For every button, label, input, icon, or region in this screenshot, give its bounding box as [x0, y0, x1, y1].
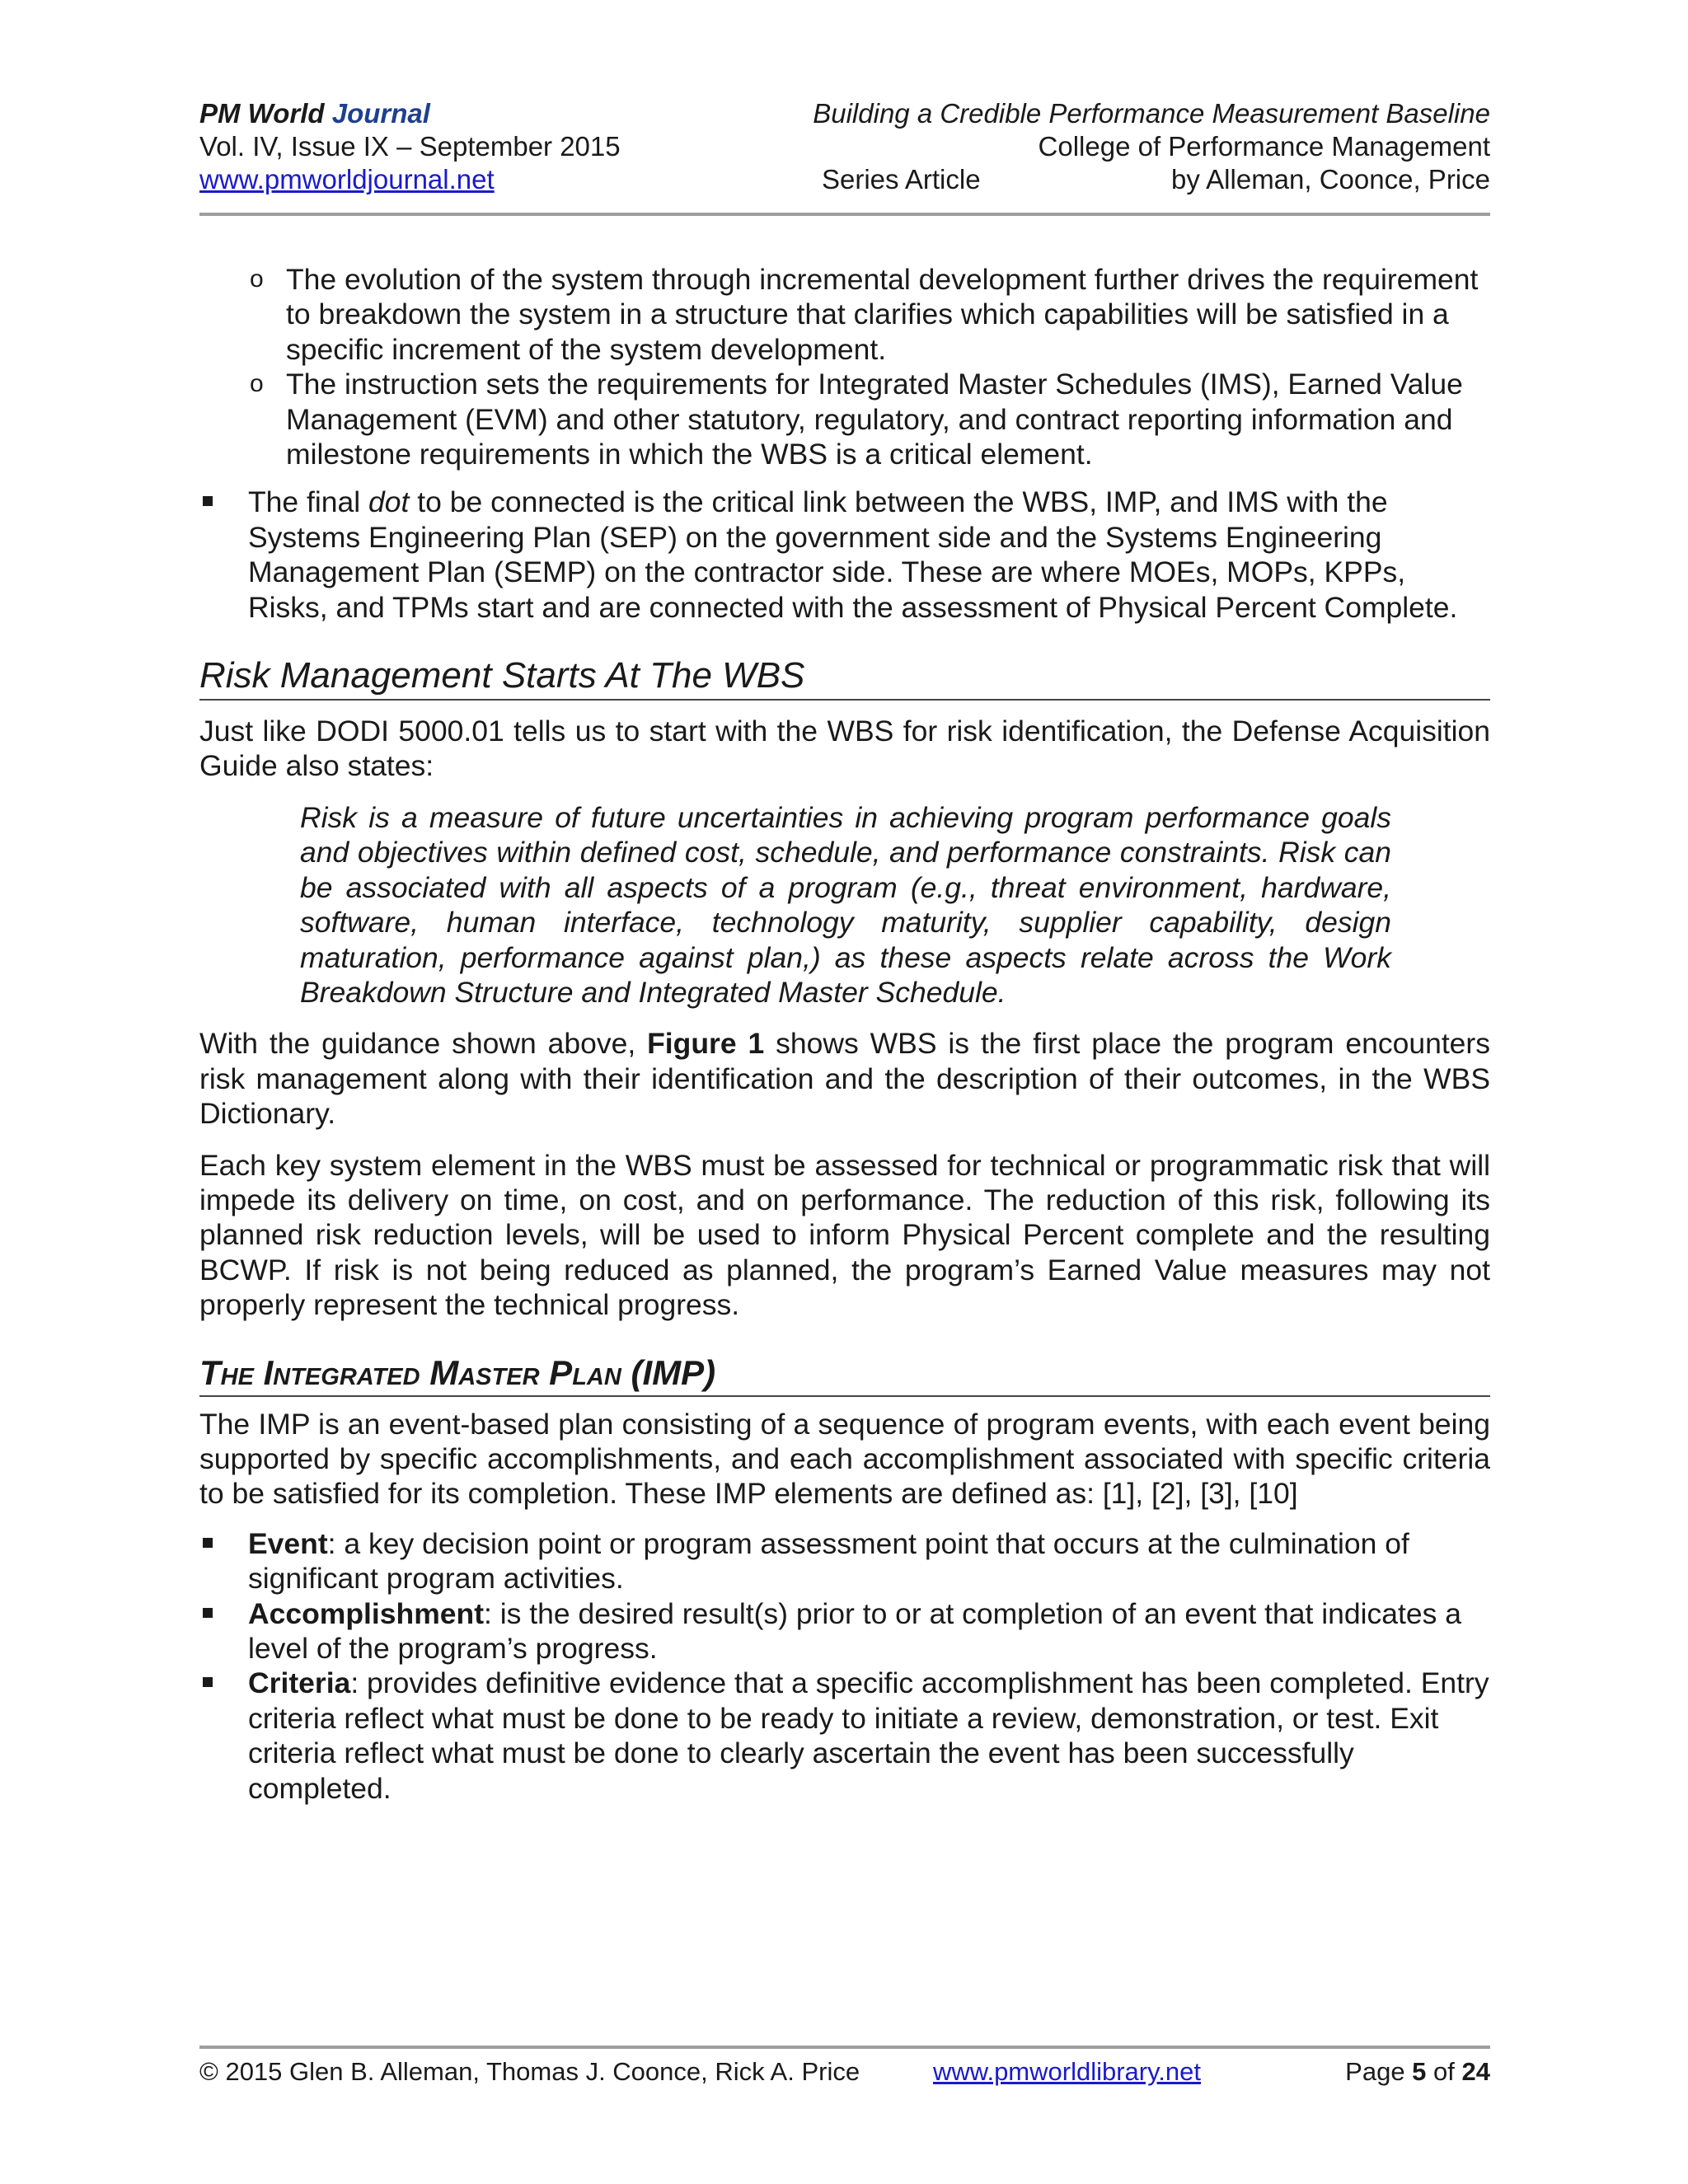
- page-of: of: [1426, 2057, 1462, 2086]
- guidance-pre: With the guidance shown above,: [199, 1027, 648, 1061]
- square-bullet-icon: [203, 1677, 213, 1687]
- final-dot-list: [199, 485, 1490, 625]
- header-row-3: [199, 163, 1490, 196]
- header-row-2: [199, 130, 1490, 163]
- risk-intro-paragraph: Just like DODI 5000.01 tells us to start with the WBS for risk identification, the Defense Acquisition Guide also states:: [199, 715, 1490, 783]
- article-title: Building a Credible Performance Measurement Baseline: [813, 98, 1490, 129]
- current-page: 5: [1412, 2057, 1427, 2086]
- list-item-text: The instruction sets the requirements for Integrated Master Schedules (IMS), Earned Value Management (EVM) and other statutory, regulatory, and contract reporting information and milestone requirements in which the WBS is a critical element.: [286, 368, 1463, 471]
- final-dot-emphasis: dot: [368, 485, 410, 519]
- volume-issue: Vol. IV, Issue IX – September 2015: [199, 131, 621, 162]
- imp-intro-paragraph: The IMP is an event-based plan consisting of a sequence of program events, with each event being supported by specific accomplishments, and each accomplishment associated with specific criteria to be satisfied for its completion. These IMP elements are defined as: [1], [2], [3], [10]: [199, 1407, 1490, 1511]
- page: [199, 0, 1490, 2184]
- list-item: [248, 1526, 1490, 1596]
- final-dot-post: to be connected is the critical link between the WBS, IMP, and IMS with the Systems Engineering Plan (SEP) on the government side and the Systems Engineering Management Plan (SEMP) on the contractor side. These are where MOEs, MOPs, KPPs, Risks, and TPMs start and are connected with the assessment of Physical Percent Complete.: [248, 485, 1458, 624]
- imp-definitions-list: [199, 1526, 1490, 1806]
- list-item: [250, 367, 1490, 471]
- definition-text: : is the desired result(s) prior to or at completion of an event that indicates a level of the program’s progress.: [248, 1596, 1461, 1665]
- header-divider: [199, 213, 1490, 216]
- list-item: [248, 485, 1490, 625]
- definition-term: Accomplishment: [248, 1596, 485, 1630]
- total-pages: 24: [1461, 2057, 1490, 2086]
- risk-section-heading: Risk Management Starts At The WBS: [199, 654, 1490, 701]
- square-bullet-icon: [203, 1608, 213, 1618]
- sub-bullet-list: [199, 262, 1490, 471]
- square-bullet-icon: [203, 1538, 213, 1548]
- organization: College of Performance Management: [1038, 131, 1490, 162]
- circle-bullet-icon: o: [250, 265, 264, 293]
- guidance-paragraph: [199, 1026, 1490, 1131]
- page-label: Page: [1345, 2057, 1413, 2086]
- journal-name-pm: PM World: [199, 98, 332, 129]
- copyright: © 2015 Glen B. Alleman, Thomas J. Coonce, Rick A. Price: [199, 2057, 860, 2086]
- list-item: [248, 1666, 1490, 1806]
- journal-name: [199, 97, 430, 130]
- definition-text: : a key decision point or program assessment point that occurs at the culmination of significant program activities.: [248, 1526, 1409, 1596]
- header-row-1: [199, 97, 1490, 130]
- square-bullet-icon: [203, 496, 213, 506]
- journal-name-journal: Journal: [331, 98, 430, 129]
- page-header: [199, 97, 1490, 221]
- figure-reference: Figure 1: [647, 1027, 765, 1061]
- final-dot-pre: The final: [248, 485, 369, 519]
- definition-term: Event: [248, 1526, 328, 1560]
- list-item: [248, 1596, 1490, 1666]
- risk-assessment-paragraph: Each key system element in the WBS must be assessed for technical or programmatic risk that will impede its delivery on time, on cost, and on performance. The reduction of this risk, following its planned risk reduction levels, will be used to inform Physical Percent complete and the resulting BCWP. If risk is not being reduced as planned, the program’s Earned Value measures may not properly represent the technical progress.: [199, 1148, 1490, 1322]
- circle-bullet-icon: o: [250, 370, 264, 398]
- imp-section-heading: The Integrated Master Plan (IMP): [199, 1352, 1490, 1397]
- list-item: [250, 262, 1490, 367]
- risk-quote: Risk is a measure of future uncertainties in achieving program performance goals and objectives within defined cost, schedule, and performance constraints. Risk can be associated with all aspects of a program (e.g., threat environment, hardware, software, human interface, technology maturity, supplier capability, design maturation, performance against plan,) as these aspects relate across the Work Breakdown Structure and Integrated Master Schedule.: [300, 800, 1391, 1009]
- definition-term: Criteria: [248, 1666, 351, 1700]
- article-body: [199, 262, 1490, 1806]
- definition-text: : provides definitive evidence that a specific accomplishment has been completed. Entry criteria reflect what must be done to be ready to initiate a review, demonstration, or test. Exit criteria reflect what must be done to clearly ascertain the event has been successfully completed.: [248, 1666, 1489, 1805]
- library-link[interactable]: www.pmworldlibrary.net: [933, 2057, 1202, 2086]
- guidance-post: shows WBS is the first place the program encounters risk management along with their identification and the description of their outcomes, in the WBS Dictionary.: [199, 1027, 1490, 1131]
- page-number: [1345, 2055, 1490, 2088]
- list-item-text: The evolution of the system through incremental development further drives the requirement to breakdown the system in a structure that clarifies which capabilities will be satisfied in a specific increment of the system development.: [286, 263, 1479, 366]
- footer-divider: [199, 2046, 1490, 2049]
- journal-website-link[interactable]: www.pmworldjournal.net: [199, 164, 495, 194]
- authors: by Alleman, Coonce, Price: [1170, 164, 1490, 194]
- page-footer: [199, 2055, 1490, 2088]
- series-label: Series Article: [822, 164, 981, 194]
